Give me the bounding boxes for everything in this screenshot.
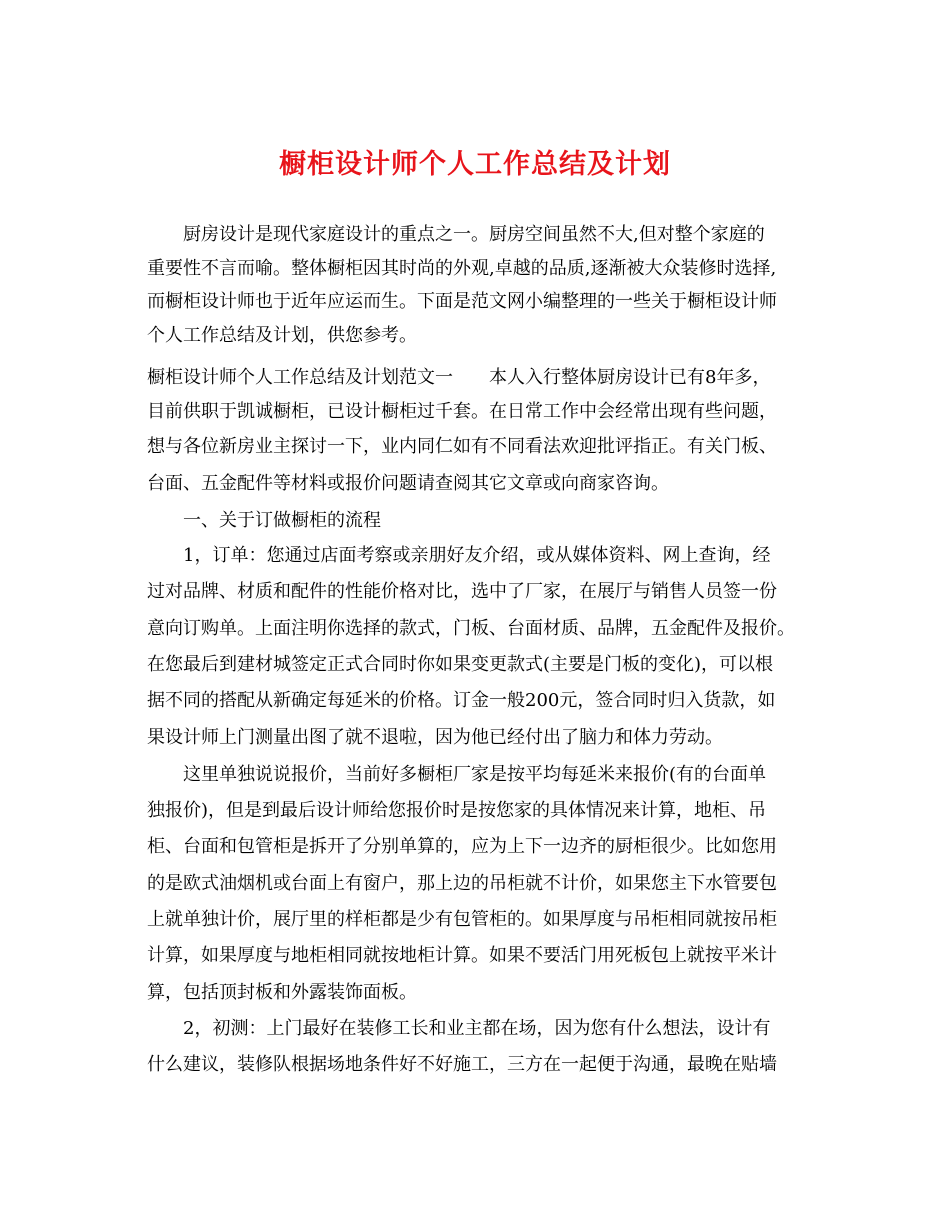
- paragraph-line: 计算，如果厚度与地柜相同就按地柜计算。如果不要活门用死板包上就按平米计: [147, 945, 777, 966]
- paragraph-line: 果设计师上门测量出图了就不退啦，因为他已经付出了脑力和体力劳动。: [147, 727, 723, 748]
- paragraph-line: 据不同的搭配从新确定每延米的价格。订金一般200元，签合同时归入货款，如: [147, 690, 776, 711]
- paragraph-line: 意向订购单。上面注明你选择的款式，门板、台面材质、品牌，五金配件及报价。: [147, 618, 795, 639]
- paragraph-line: 什么建议，装修队根据场地条件好不好施工，三方在一起便于沟通，最晚在贴墙: [147, 1054, 777, 1075]
- paragraph-line: 上就单独计价，展厅里的样柜都是少有包管柜的。如果厚度与吊柜相同就按吊柜: [147, 909, 777, 930]
- paragraph-line: 在您最后到建材城签定正式合同时你如果变更款式(主要是门板的变化)，可以根: [147, 654, 774, 675]
- paragraph-line: 想与各位新房业主探讨一下，业内同仁如有不同看法欢迎批评指正。有关门板、: [147, 436, 777, 457]
- document-title: 橱柜设计师个人工作总结及计划: [279, 149, 671, 180]
- paragraph-line: 这里单独说说报价，当前好多橱柜厂家是按平均每延米来报价(有的台面单: [183, 764, 767, 785]
- section-heading: 一、关于订做橱柜的流程: [183, 510, 381, 531]
- paragraph-line: 1，订单：您通过店面考察或亲朋好友介绍，或从媒体资料、网上查询，经: [183, 545, 771, 566]
- paragraph-line: 2，初测：上门最好在装修工长和业主都在场，因为您有什么想法，设计有: [183, 1018, 771, 1039]
- paragraph-line: 台面、五金配件等材料或报价问题请查阅其它文章或向商家咨询。: [147, 473, 669, 494]
- paragraph-line: 橱柜设计师个人工作总结及计划范文一 本人入行整体厨房设计已有8年多，: [147, 367, 771, 388]
- paragraph-line: 独报价)，但是到最后设计师给您报价时是按您家的具体情况来计算，地柜、吊: [147, 800, 767, 821]
- paragraph-line: 个人工作总结及计划，供您参考。: [147, 325, 417, 346]
- paragraph-line: 柜、台面和包管柜是拆开了分别单算的，应为上下一边齐的厨柜很少。比如您用: [147, 836, 777, 857]
- paragraph-line: 的是欧式油烟机或台面上有窗户，那上边的吊柜就不计价，如果您主下水管要包: [147, 873, 777, 894]
- paragraph-line: 目前供职于凯诚橱柜，已设计橱柜过千套。在日常工作中会经常出现有些问题，: [147, 401, 777, 422]
- paragraph-line: 重要性不言而喻。整体橱柜因其时尚的外观,卓越的品质,逐渐被大众装修时选择,: [147, 258, 777, 279]
- paragraph-line: 而橱柜设计师也于近年应运而生。下面是范文网小编整理的一些关于橱柜设计师: [147, 291, 777, 312]
- paragraph-line: 算，包括顶封板和外露装饰面板。: [147, 982, 417, 1003]
- paragraph-line: 厨房设计是现代家庭设计的重点之一。厨房空间虽然不大,但对整个家庭的: [183, 224, 765, 245]
- paragraph-line: 过对品牌、材质和配件的性能价格对比，选中了厂家，在展厅与销售人员签一份: [147, 581, 777, 602]
